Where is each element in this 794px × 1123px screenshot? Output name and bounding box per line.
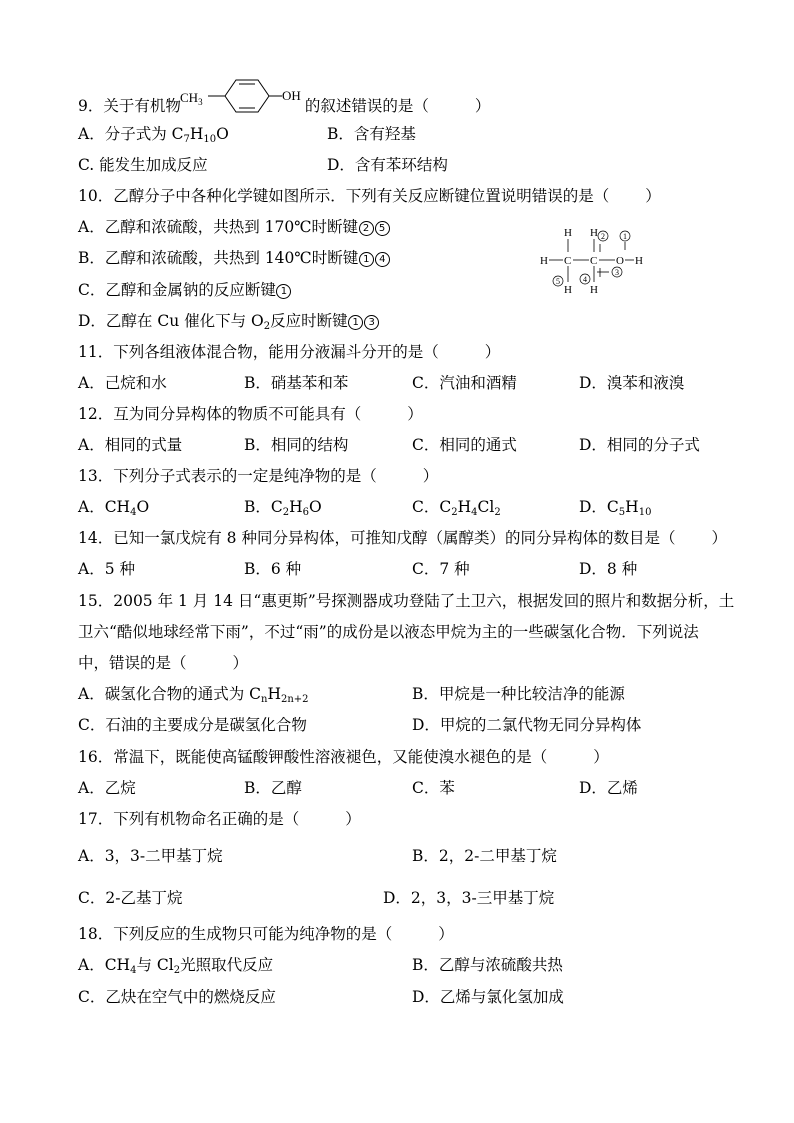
svg-text:5: 5 [556, 277, 560, 286]
q9-suffix: 的叙述错误的是（ [304, 97, 429, 115]
q17-option-a: A．3，3-二甲基丁烷 [78, 847, 223, 865]
svg-text:1: 1 [623, 232, 627, 241]
svg-text:3: 3 [615, 268, 619, 277]
q12-options [0, 432, 794, 458]
q12-option-d: D．相同的分子式 [579, 436, 700, 454]
q9-number: 9． [78, 97, 104, 115]
q15-option-c: C．石油的主要成分是碳氢化合物 [78, 716, 307, 734]
bond-mark-3: 3 [364, 315, 379, 330]
q17-option-c: C．2-乙基丁烷 [78, 889, 183, 907]
q14-option-b: B．6 种 [244, 560, 302, 578]
q16-option-d: D．乙烯 [579, 779, 638, 797]
svg-text:2: 2 [601, 232, 605, 241]
svg-text:C: C [564, 255, 572, 267]
q9-options-row1 [0, 121, 794, 147]
svg-text:H: H [564, 284, 572, 296]
bond-mark-1: 1 [276, 284, 291, 299]
q11-stem: 11．下列各组液体混合物，能用分液漏斗分开的是（ ） [78, 343, 501, 361]
bond-mark-2: 2 [359, 221, 374, 236]
q18-option-c: C．乙炔在空气中的燃烧反应 [78, 988, 276, 1006]
q14-option-a: A．5 种 [78, 560, 135, 578]
q13-option-b: B．$C_2H_6O$ [244, 498, 322, 518]
q11-option-d: D．溴苯和液溴 [579, 374, 685, 392]
ethanol-bond-diagram [536, 222, 648, 300]
q17-stem: 17．下列有机物命名正确的是（ ） [78, 810, 361, 828]
q10-option-a: A．乙醇和浓硫酸，共热到 170℃时断键 2 5 [0, 214, 794, 240]
q17-option-d: D．2，3，3-三甲基丁烷 [383, 889, 555, 907]
q9-benzene-ring [225, 80, 269, 112]
svg-text:H: H [635, 255, 643, 267]
q15-options-row2 [0, 712, 794, 738]
q14-stem: 14．已知一氯戊烷有 8 种同分异构体，可推知戊醇（属醇类）的同分异构体的数目是（ ） [78, 529, 727, 547]
q9-option-b: B．含有羟基 [327, 125, 416, 143]
q18-option-d: D．乙烯与氯化氢加成 [412, 988, 564, 1006]
q14-options [0, 556, 794, 582]
bond-mark-1: 1 [348, 315, 363, 330]
q15-option-a: A．碳氢化合物的通式为 $C_nH_{2n+2}$ [78, 685, 309, 705]
q16-option-c: C．苯 [412, 779, 455, 797]
q17-options-row2 [0, 885, 794, 911]
svg-text:H: H [540, 255, 548, 267]
svg-text:O: O [616, 255, 624, 267]
q14-option-d: D．8 种 [579, 560, 638, 578]
q17-option-b: B．2，2-二甲基丁烷 [412, 847, 557, 865]
q18-option-a: A．$CH_4$与 $Cl_2$光照取代反应 [78, 956, 274, 976]
svg-text:H: H [590, 227, 598, 239]
q9-option-c: C. 能发生加成反应 [78, 156, 208, 174]
svg-text:4: 4 [583, 275, 587, 284]
q15-option-d: D．甲烷的二氯代物无同分异构体 [412, 716, 642, 734]
svg-text:C: C [590, 255, 598, 267]
q11-option-c: C．汽油和酒精 [412, 374, 517, 392]
q10-option-c: C．乙醇和金属钠的反应断键 1 [0, 277, 794, 303]
q11-option-a: A．己烷和水 [78, 374, 167, 392]
q9-prefix: 关于有机物 [103, 97, 181, 115]
q18-options-row1 [0, 952, 794, 978]
svg-text:H: H [564, 227, 572, 239]
q10-option-d: D．乙醇在 Cu 催化下与 $O_2$反应时断键 1 3 [0, 308, 794, 334]
q13-options [0, 494, 794, 520]
q9-oh-label: OH [282, 88, 301, 103]
q10-option-b: B．乙醇和浓硫酸，共热到 140℃时断键 1 4 [0, 245, 794, 271]
q16-options [0, 775, 794, 801]
q18-stem: 18．下列反应的生成物只可能为纯净物的是（ ） [78, 925, 454, 943]
q16-option-b: B．乙醇 [244, 779, 302, 797]
q12-option-c: C．相同的通式 [412, 436, 517, 454]
q13-option-a: A．$CH_4O$ [78, 498, 150, 518]
q12-option-a: A．相同的式量 [78, 436, 183, 454]
q18-option-b: B．乙醇与浓硫酸共热 [412, 956, 563, 974]
q12-option-b: B．相同的结构 [244, 436, 349, 454]
svg-text:H: H [590, 284, 598, 296]
bond-mark-4: 4 [375, 252, 390, 267]
q15-stem-line2: 卫六“酷似地球经常下雨”，不过“雨”的成份是以液态甲烷为主的一些碳氢化合物．下列说法 [78, 623, 699, 641]
q14-option-c: C．7 种 [412, 560, 470, 578]
q13-option-d: D．$C_5H_{10}$ [579, 498, 652, 518]
q12-stem: 12．互为同分异构体的物质不可能具有（ ） [78, 405, 423, 423]
q9-option-a: A．分子式为 $C_7H_{10}O$ [78, 125, 229, 145]
q11-options [0, 370, 794, 396]
q9-molecule-diagram [180, 72, 306, 118]
q17-options-row1 [0, 843, 794, 869]
q15-stem-line1: 15．2005 年 1 月 14 日“惠更斯”号探测器成功登陆了土卫六，根据发回的照片和数据分析，土 [78, 592, 735, 610]
q9-stem [0, 93, 794, 119]
q9-ch3-label: $CH_3$ [180, 90, 203, 107]
q15-options-row1 [0, 681, 794, 707]
q16-option-a: A．乙烷 [78, 779, 136, 797]
q11-option-b: B．硝基苯和苯 [244, 374, 349, 392]
q15-option-b: B．甲烷是一种比较洁净的能源 [412, 685, 625, 703]
q10-stem: 10．乙醇分子中各种化学键如图所示．下列有关反应断键位置说明错误的是（ ） [78, 187, 661, 205]
bond-mark-5: 5 [375, 221, 390, 236]
q9-close: ） [474, 97, 491, 115]
bond-mark-1: 1 [359, 252, 374, 267]
q15-stem-line3: 中，错误的是（ ） [78, 654, 249, 672]
q16-stem: 16．常温下，既能使高锰酸钾酸性溶液褪色，又能使溴水褪色的是（ ） [78, 748, 609, 766]
q9-options-row2 [0, 152, 794, 178]
q13-option-c: C．$C_2H_4Cl_2$ [412, 498, 501, 518]
q18-options-row2 [0, 984, 794, 1010]
q13-stem: 13．下列分子式表示的一定是纯净物的是（ ） [78, 467, 439, 485]
q9-option-d: D．含有苯环结构 [327, 156, 448, 174]
